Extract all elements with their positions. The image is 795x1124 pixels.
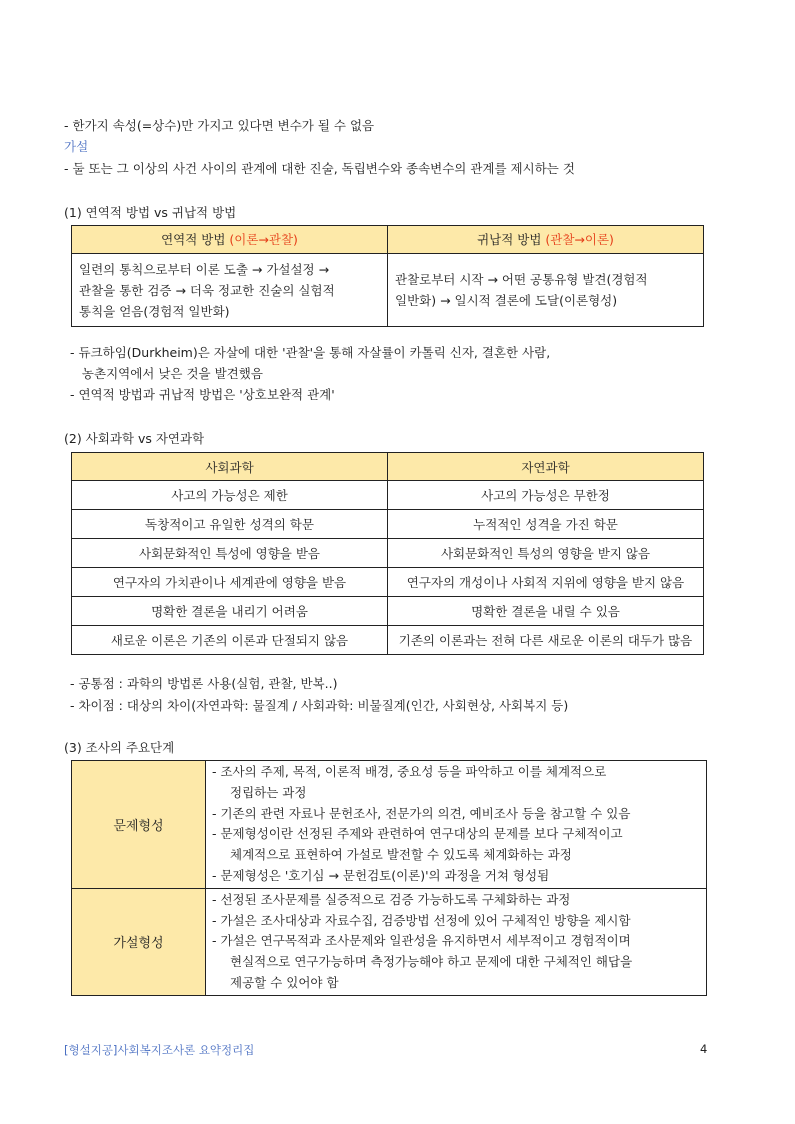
deductive-header-highlight: (이론→관찰)	[229, 232, 298, 247]
inductive-header	[388, 226, 704, 254]
deductive-inductive-table	[71, 225, 704, 327]
stage-description	[206, 761, 707, 889]
stage-label: 가설형성	[72, 888, 206, 995]
deductive-header	[72, 226, 388, 254]
section1-note: - 연역적 방법과 귀납적 방법은 '상호보완적 관계'	[70, 387, 335, 402]
intro-line-hypothesis: - 둘 또는 그 이상의 사건 사이의 관계에 대한 진술, 독립변수와 종속변수의 관계를 제시하는 것	[64, 161, 575, 176]
page-number: 4	[700, 1042, 708, 1056]
social-science-cell: 사회문화적인 특성에 영향을 받음	[72, 539, 388, 568]
social-natural-science-table	[71, 452, 704, 655]
natural-science-cell: 사고의 가능성은 무한정	[388, 481, 704, 510]
section1-note: - 듀크하임(Durkheim)은 자살에 대한 '관찰'을 통해 자살률이 카톨릭 신자, 결혼한 사람,	[70, 345, 551, 360]
deductive-description-line: 통칙을 얻음(경험적 일반화)	[79, 303, 230, 319]
natural-science-cell: 누적적인 성격을 가진 학문	[388, 510, 704, 539]
social-science-cell: 새로운 이론은 기존의 이론과 단절되지 않음	[72, 626, 388, 655]
natural-science-cell: 연구자의 개성이나 사회적 지위에 영향을 받지 않음	[388, 568, 704, 597]
inductive-header-label: 귀납적 방법	[477, 232, 546, 247]
deductive-description-line: 관찰을 통한 검증 → 더욱 정교한 진술의 실험적	[79, 282, 335, 298]
inductive-description	[388, 254, 704, 327]
stage-row	[72, 888, 707, 995]
table-row	[72, 568, 704, 597]
stage-description	[206, 888, 707, 995]
table-row	[72, 539, 704, 568]
table-row	[72, 597, 704, 626]
footer-document-title: [형설지공]사회복지조사론 요약정리집	[64, 1043, 255, 1057]
stage-line: 정립하는 과정	[230, 784, 307, 800]
stage-label: 문제형성	[72, 761, 206, 889]
stage-line: - 조사의 주제, 목적, 이론적 배경, 중요성 등을 파악하고 이를 체계적으로	[212, 764, 607, 779]
section2-note-difference: - 차이점 : 대상의 차이(자연과학: 물질계 / 사회과학: 비물질계(인간, 사회현상, 사회복지 등)	[70, 698, 569, 713]
deductive-description	[72, 254, 388, 327]
intro-line-constant: - 한가지 속성(=상수)만 가지고 있다면 변수가 될 수 없음	[64, 118, 375, 133]
stage-line: 제공할 수 있어야 함	[230, 974, 339, 990]
section1-note: 농촌지역에서 낮은 것을 발견했음	[70, 366, 263, 381]
inductive-description-line: 관찰로부터 시작 → 어떤 공통유형 발견(경험적	[395, 272, 648, 287]
stage-line: - 문제형성은 '호기심 → 문헌검토(이론)'의 과정을 거쳐 형성됨	[212, 867, 550, 883]
section3-title: (3) 조사의 주요단계	[64, 740, 175, 755]
stage-line: - 가설은 연구목적과 조사문제와 일관성을 유지하면서 세부적이고 경험적이며	[212, 933, 631, 949]
stage-line: - 문제형성이란 선정된 주제와 관련하여 연구대상의 문제를 보다 구체적이고	[212, 826, 623, 842]
social-science-cell: 명확한 결론을 내리기 어려움	[72, 597, 388, 626]
section2-title: (2) 사회과학 vs 자연과학	[64, 431, 205, 446]
section2-note-common: - 공통점 : 과학의 방법론 사용(실험, 관찰, 반복..)	[70, 676, 338, 691]
social-science-cell: 연구자의 가치관이나 세계관에 영향을 받음	[72, 568, 388, 597]
social-science-header: 사회과학	[72, 453, 388, 481]
inductive-description-line: 일반화) → 일시적 결론에 도달(이론형성)	[395, 293, 618, 308]
inductive-header-highlight: (관찰→이론)	[545, 232, 614, 247]
stage-line: - 가설은 조사대상과 자료수집, 검증방법 선정에 있어 구체적인 방향을 제시함	[212, 912, 631, 928]
table-row	[72, 626, 704, 655]
natural-science-header: 자연과학	[388, 453, 704, 481]
research-stages-table	[71, 760, 707, 996]
section1-title: (1) 연역적 방법 vs 귀납적 방법	[64, 205, 237, 220]
hypothesis-heading: 가설	[64, 139, 89, 154]
deductive-header-label: 연역적 방법	[161, 232, 230, 247]
stage-line: - 기존의 관련 자료나 문헌조사, 전문가의 의견, 예비조사 등을 참고할 수 있음	[212, 805, 631, 821]
stage-line: 체계적으로 표현하여 가설로 발전할 수 있도록 체계화하는 과정	[230, 847, 572, 863]
stage-line: - 선정된 조사문제를 실증적으로 검증 가능하도록 구체화하는 과정	[212, 891, 571, 907]
natural-science-cell: 사회문화적인 특성의 영향을 받지 않음	[388, 539, 704, 568]
table-row	[72, 510, 704, 539]
stage-row	[72, 761, 707, 889]
table-row	[72, 481, 704, 510]
deductive-description-line: 일련의 통칙으로부터 이론 도출 → 가설설정 →	[79, 261, 330, 277]
natural-science-cell: 기존의 이론과는 전혀 다른 새로운 이론의 대두가 많음	[388, 626, 704, 655]
social-science-cell: 사고의 가능성은 제한	[72, 481, 388, 510]
natural-science-cell: 명확한 결론을 내릴 수 있음	[388, 597, 704, 626]
social-science-cell: 독창적이고 유일한 성격의 학문	[72, 510, 388, 539]
stage-line: 현실적으로 연구가능하며 측정가능해야 하고 문제에 대한 구체적인 해답을	[230, 954, 633, 970]
